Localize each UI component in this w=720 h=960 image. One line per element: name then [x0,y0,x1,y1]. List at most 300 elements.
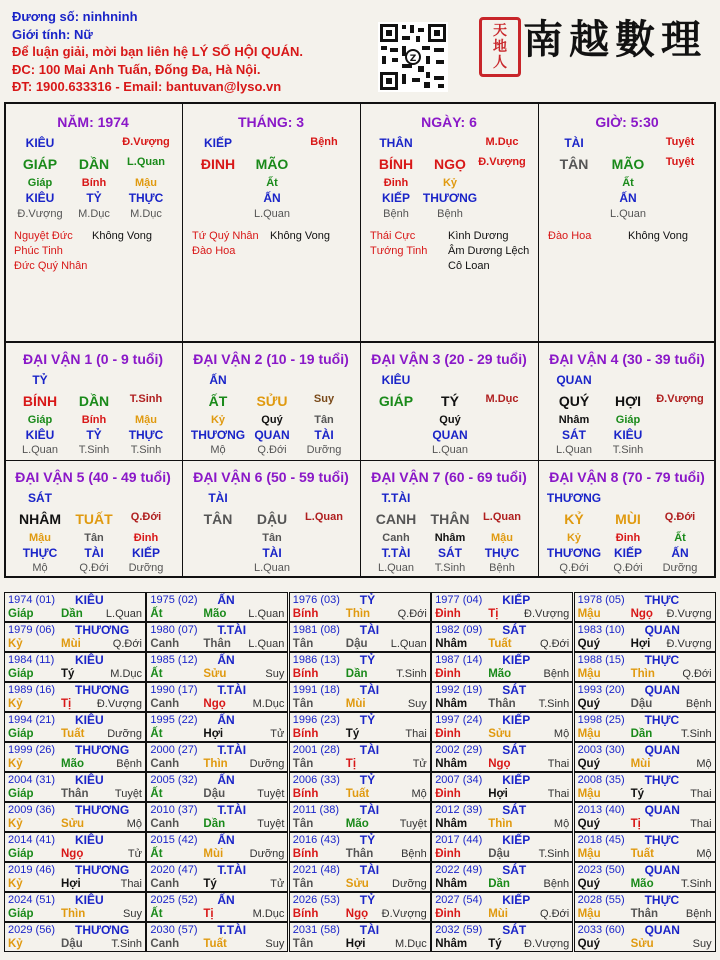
year-state: Dưỡng [249,758,285,770]
hidden-god: KIÊU [25,428,55,442]
year-label: 2016 (43) [292,834,340,846]
year-chi: Thân [488,698,516,710]
year-label: 2008 (35) [577,774,625,786]
hidden-stem: Bính [81,177,107,189]
year-chi: Mùi [630,758,651,770]
year-god: THỰC [644,713,680,727]
pillar-title: THÁNG: 3 [237,114,305,130]
hidden-stem: Ất [266,177,278,189]
hidden-god: KIÊU [25,191,55,205]
year-chi: Thân [61,788,89,800]
year-chi: Ngọ [61,848,84,860]
year-state: Thai [405,728,427,740]
year-state: L.Quan [390,638,427,650]
dai-van-god: QUAN [556,373,592,387]
year-cell [289,832,431,862]
year-label: 2007 (34) [435,774,483,786]
year-label: 1991 (18) [292,684,340,696]
year-cell [4,682,146,712]
hidden-god: ẤN [671,546,689,560]
hidden-stem: Mậu [135,414,157,426]
year-can: Đinh [435,668,461,680]
year-state: Suy [265,938,285,950]
dai-van-chi: THÂN [430,511,470,527]
year-label: 2023 (50) [577,864,625,876]
year-label: 1975 (02) [150,594,198,606]
year-label: 2026 (53) [292,894,340,906]
year-can: Quý [577,698,600,710]
year-can: Nhâm [435,938,468,950]
hidden-god: THỰC [128,428,164,442]
year-state: Bệnh [543,878,570,890]
year-cell [4,712,146,742]
year-cell [4,772,146,802]
header-info [12,8,303,96]
dai-van-god: ẤN [209,373,227,387]
year-can: Tân [292,698,314,710]
year-label: 2012 (39) [435,804,483,816]
hidden-stem: Nhâm [558,414,590,426]
dai-van-title: ĐẠI VẬN 2 (10 - 19 tuổi) [193,351,349,367]
year-cell [146,712,288,742]
year-can: Ất [150,848,163,860]
year-can: Bính [292,608,319,620]
year-god: TÀI [359,683,380,697]
year-god: THỰC [644,593,680,607]
year-state: Q.Đới [397,608,427,620]
hidden-stem: Giáp [27,177,53,189]
year-god: TỶ [359,893,376,907]
year-cell [146,682,288,712]
year-can: Quý [577,638,600,650]
pillar-tt: Tuyệt [665,156,695,168]
year-state: Bệnh [685,698,712,710]
year-god: KIẾP [502,833,531,847]
dai-van-chi: SỬU [256,393,288,409]
year-god: TỶ [359,833,376,847]
year-state: Bệnh [116,758,142,770]
pillar-can: TÂN [559,156,589,172]
hidden-state: L.Quan [21,444,59,456]
star-item: Thái Cực [370,230,416,242]
year-can: Tân [292,758,314,770]
star-item: Cô Loan [448,260,490,272]
year-can: Ất [150,728,163,740]
dai-van-cell [182,461,360,579]
year-state: Mộ [696,758,712,770]
star-item: Tướng Tinh [370,245,428,257]
year-chi: Dần [203,818,226,830]
year-state: Đ.Vượng [381,908,427,920]
dai-van-cell [4,461,182,579]
year-chi: Mùi [203,848,224,860]
pillar-state: Bệnh [310,136,338,148]
year-label: 2027 (54) [435,894,483,906]
dai-van-chi: TUẤT [75,511,113,527]
year-chi: Tuất [345,788,370,800]
year-god: SÁT [502,863,527,877]
year-cell [146,862,288,892]
dai-van-can: KỶ [564,511,584,527]
hidden-stem: Ất [674,532,686,544]
year-chi: Tý [345,728,360,740]
year-chi: Tý [61,668,75,680]
year-can: Ất [150,908,163,920]
year-can: Bính [292,908,319,920]
hidden-god: TỶ [86,191,102,205]
hidden-state: M.Dục [78,208,110,220]
year-cell [289,862,431,892]
year-god: SÁT [502,683,527,697]
dai-van-tt: Đ.Vượng [656,393,704,405]
hidden-stem: Kỷ [566,532,582,544]
year-label: 2011 (38) [292,804,340,816]
year-can: Đinh [435,848,461,860]
pillar-state: M.Dục [485,136,519,148]
dai-van-god: SÁT [28,491,52,505]
year-label: 2024 (51) [8,894,56,906]
year-can: Canh [150,818,180,830]
year-god: THƯƠNG [75,923,130,937]
hidden-god: THỰC [484,546,520,560]
dai-van-cell [182,343,360,461]
year-cell [4,802,146,832]
dai-van-chi: DẬU [256,511,288,527]
year-label: 1982 (09) [435,624,483,636]
year-can: Giáp [8,848,34,860]
year-state: L.Quan [248,638,285,650]
year-can: Quý [577,758,600,770]
dai-van-god: TÀI [208,491,228,505]
contact-line: Để luận giải, mời bạn liên hệ LÝ SỐ HỘI QUÁN. [12,44,303,59]
year-cell [289,712,431,742]
year-chi: Dậu [488,848,510,860]
qr-code-icon [378,22,448,92]
year-can: Giáp [8,788,34,800]
year-god: KIÊU [75,893,104,907]
hidden-state: L.Quan [377,562,415,574]
year-cell [574,682,716,712]
year-cell [431,592,573,622]
hidden-god: QUAN [254,428,290,442]
year-cell [146,592,288,622]
year-label: 1996 (23) [292,714,340,726]
year-label: 2006 (33) [292,774,340,786]
year-label: 1994 (21) [8,714,56,726]
hidden-state: Dưỡng [306,444,342,456]
hidden-state: Mộ [210,444,226,456]
year-cell [289,592,431,622]
dai-van-tt: T.Sinh [129,393,163,405]
hidden-state: Bệnh [489,562,515,574]
year-god: QUAN [644,923,680,937]
year-state: Q.Đới [539,908,570,920]
year-can: Mậu [577,728,601,740]
year-can: Nhâm [435,638,468,650]
year-god: TÀI [359,623,380,637]
year-state: Suy [123,908,142,920]
seal-stamp-icon: 天 地 人 [479,17,521,77]
year-god: KIÊU [75,653,104,667]
year-chi: Dần [488,878,510,890]
year-can: Bính [292,788,319,800]
hidden-state: T.Sinh [78,444,110,456]
year-god: THƯƠNG [75,683,130,697]
year-god: TÀI [359,923,380,937]
dai-van-can: NHÂM [19,511,61,527]
hidden-state: Q.Đới [559,562,589,574]
year-can: Bính [292,728,319,740]
year-can: Nhâm [435,878,468,890]
pillar-god: KIÊU [25,136,55,150]
year-cell [289,922,431,952]
hidden-state: Đ.Vượng [17,208,63,220]
year-label: 1974 (01) [8,594,56,606]
year-cell [574,892,716,922]
hidden-stem: Tân [314,414,334,426]
year-god: THƯƠNG [75,803,130,817]
year-god: TÀI [359,863,380,877]
year-cell [574,772,716,802]
void-label: Không Vong [92,230,152,242]
year-can: Kỷ [8,698,23,710]
pillar-god: THÂN [379,136,413,150]
year-state: T.Sinh [538,698,570,710]
year-state: M.Dục [252,698,285,710]
hidden-stem: Mậu [135,177,157,189]
year-cell [4,652,146,682]
hidden-god: ẤN [263,191,281,205]
hidden-state: L.Quan [253,208,291,220]
pillar-state: Tuyệt [665,136,695,148]
year-label: 1992 (19) [435,684,483,696]
hidden-god: KIẾP [131,546,160,560]
year-god: KIẾP [502,713,531,727]
year-state: Bệnh [401,848,427,860]
year-can: Tân [292,638,314,650]
year-label: 2017 (44) [435,834,483,846]
year-chi: Sửu [61,818,85,830]
year-state: M.Dục [110,668,142,680]
year-state: M.Dục [252,908,285,920]
year-cell [146,802,288,832]
yearly-grid [4,592,716,956]
year-cell [146,922,288,952]
year-can: Giáp [8,668,34,680]
year-god: THỰC [644,653,680,667]
year-state: M.Dục [395,938,427,950]
year-chi: Thìn [630,668,655,680]
year-state: Tử [412,758,427,770]
year-god: KIÊU [75,833,104,847]
dai-van-title: ĐẠI VẬN 3 (20 - 29 tuổi) [371,351,527,367]
year-can: Đinh [435,728,461,740]
year-cell [146,772,288,802]
year-god: KIẾP [502,773,531,787]
year-state: Suy [265,668,285,680]
year-god: THỰC [644,893,680,907]
hidden-stem: Quý [439,414,461,426]
year-chi: Dần [61,608,83,620]
year-god: SÁT [502,923,527,937]
year-state: Tử [270,878,285,890]
year-chi: Dậu [61,938,83,950]
pillar-cell [4,102,182,341]
year-can: Nhâm [435,698,468,710]
year-cell [289,652,431,682]
year-label: 1981 (08) [292,624,340,636]
year-cell [431,802,573,832]
year-label: 1995 (22) [150,714,198,726]
year-label: 2028 (55) [577,894,625,906]
hidden-state: L.Quan [431,444,469,456]
year-cell [431,862,573,892]
year-can: Đinh [435,608,461,620]
year-cell [574,712,716,742]
year-chi: Thìn [488,818,513,830]
star-item: Đức Quý Nhân [14,260,88,272]
year-god: T.TÀI [217,683,247,697]
year-label: 2002 (29) [435,744,483,756]
year-state: Tuyệt [257,788,285,800]
year-god: ẤN [217,713,235,727]
pillar-can: BÍNH [378,156,414,172]
year-chi: Tuất [203,938,227,950]
void-label: Không Vong [628,230,688,242]
pillar-title: NĂM: 1974 [57,114,129,130]
year-cell [431,742,573,772]
year-cell [146,892,288,922]
year-god: KIÊU [75,773,104,787]
dai-van-tt: M.Dục [485,393,519,405]
year-chi: Mùi [488,908,508,920]
year-can: Mậu [577,848,601,860]
year-label: 1988 (15) [577,654,625,666]
year-can: Canh [150,938,180,950]
year-label: 1993 (20) [577,684,625,696]
year-label: 1998 (25) [577,714,625,726]
year-chi: Tị [488,608,499,620]
hidden-state: Dưỡng [662,562,698,574]
year-chi: Ngọ [345,908,369,920]
hidden-state: Dưỡng [128,562,164,574]
year-state: Bệnh [543,668,570,680]
year-chi: Ngọ [488,758,511,770]
year-chi: Ngọ [203,698,226,710]
year-chi: Dậu [203,788,226,800]
hidden-god: KIẾP [381,191,410,205]
year-can: Canh [150,758,180,770]
year-cell [289,742,431,772]
year-chi: Tị [203,908,214,920]
year-state: Mộ [126,818,142,830]
year-chi: Thân [345,848,374,860]
year-can: Canh [150,638,180,650]
year-cell [574,742,716,772]
hidden-stem: Tân [84,532,104,544]
year-cell [289,892,431,922]
dai-van-can: ẤT [208,393,228,409]
year-chi: Mão [203,608,227,620]
hidden-god: KIẾP [613,546,642,560]
pillar-tt: Đ.Vượng [478,156,526,168]
year-chi: Hợi [345,938,366,950]
year-cell [431,652,573,682]
hidden-stem: Giáp [615,414,641,426]
svg-text:Z: Z [409,54,417,64]
dai-van-can: TÂN [203,511,233,527]
year-label: 1985 (12) [150,654,198,666]
year-chi: Dần [345,668,368,680]
hidden-state: Mộ [32,562,48,574]
pillar-chi: MÃO [255,156,289,172]
year-label: 1979 (06) [8,624,56,636]
hidden-state: Bệnh [383,208,409,220]
year-cell [4,892,146,922]
dai-van-god: TỶ [32,373,48,387]
year-god: KIÊU [75,593,104,607]
pillar-title: NGÀY: 6 [421,114,477,130]
year-god: QUAN [644,803,680,817]
year-chi: Tị [345,758,357,770]
hidden-god: QUAN [432,428,468,442]
hidden-state: Q.Đới [257,444,287,456]
pillar-cell [538,102,716,341]
hidden-god: SÁT [438,546,462,560]
year-state: Tuyệt [257,818,285,830]
hidden-state: T.Sinh [130,444,162,456]
phone-email-line: ĐT: 1900.633316 - Email: bantuvan@lyso.vn [12,79,282,94]
year-label: 2010 (37) [150,804,198,816]
year-chi: Tị [61,698,72,710]
hidden-god: THƯƠNG [422,191,478,205]
year-god: THƯƠNG [75,863,130,877]
year-chi: Thân [203,638,231,650]
pillar-chi: NGỌ [434,156,466,172]
year-state: Thai [547,758,570,770]
hidden-stem: Mậu [491,532,513,544]
year-label: 2025 (52) [150,894,198,906]
dai-van-title: ĐẠI VẬN 6 (50 - 59 tuổi) [193,469,349,485]
year-can: Ất [150,788,163,800]
dai-van-chi: HỢI [615,393,641,409]
year-label: 1997 (24) [435,714,483,726]
year-chi: Hợi [61,878,81,890]
hidden-god: TỶ [86,428,102,442]
year-state: Thai [547,788,570,800]
year-god: ẤN [217,593,235,607]
dai-van-cell [360,343,538,461]
year-label: 2021 (48) [292,864,340,876]
dai-van-title: ĐẠI VẬN 7 (60 - 69 tuổi) [371,469,527,485]
hidden-state: L.Quan [555,444,593,456]
year-state: Tử [270,728,285,740]
year-state: Thai [690,788,712,800]
year-label: 2019 (46) [8,864,56,876]
pillar-chi: DẦN [78,156,110,172]
dai-van-can: GIÁP [378,393,414,409]
year-can: Tân [292,878,314,890]
year-can: Kỷ [8,758,23,770]
year-chi: Tuất [630,848,655,860]
year-can: Kỷ [8,818,23,830]
year-label: 2030 (57) [150,924,198,936]
year-can: Ất [150,668,163,680]
year-god: TỶ [359,713,376,727]
year-cell [4,832,146,862]
pillar-can: ĐINH [200,156,236,172]
year-can: Tân [292,818,314,830]
